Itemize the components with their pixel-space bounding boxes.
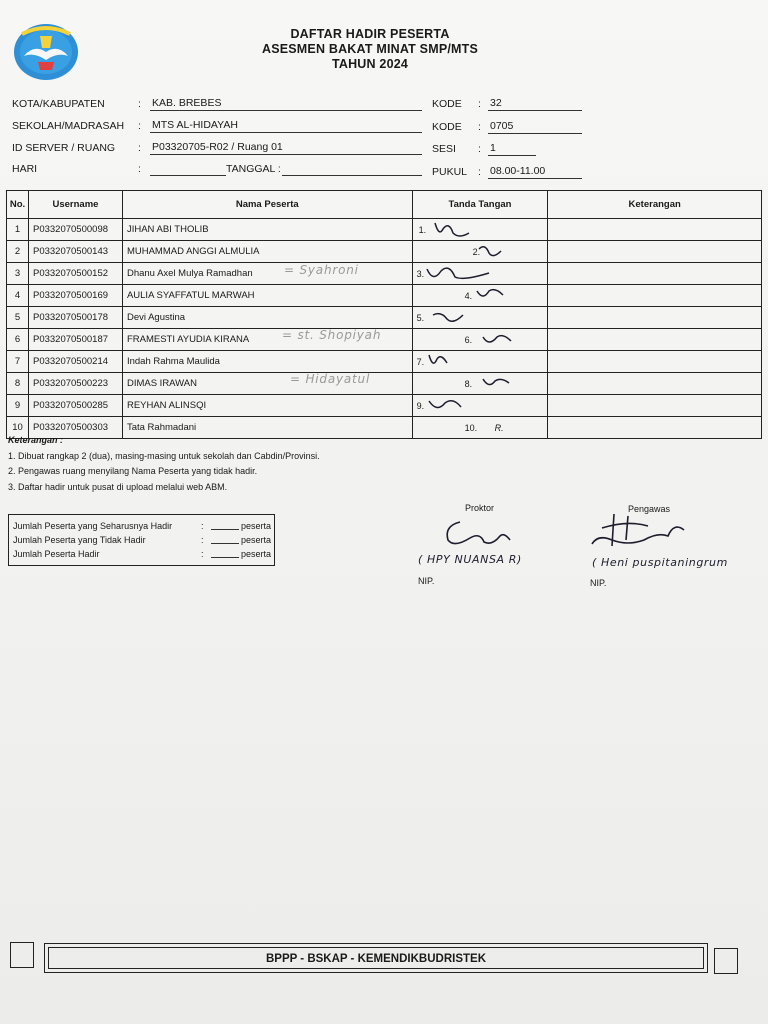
- row-signature-cell: [412, 241, 548, 263]
- table-row: [7, 307, 762, 329]
- server-value: P03320705-R02 / Ruang 01: [150, 141, 422, 155]
- row-number: 7: [7, 351, 29, 373]
- row-name: FRAMESTI AYUDIA KIRANA: [122, 329, 412, 351]
- table-row: [7, 329, 762, 351]
- pengawas-name: ( Heni puspitaningrum: [592, 556, 728, 569]
- pukul-value: 08.00-11.00: [488, 165, 582, 179]
- count-unit: peserta: [241, 521, 272, 531]
- pencil-note-row3: = Syahroni: [284, 263, 359, 277]
- note-item-2: 2. Pengawas ruang menyilang Nama Peserta yang tidak hadir.: [8, 466, 258, 476]
- row-keterangan: [548, 417, 762, 439]
- signature-number: 4.: [464, 291, 473, 301]
- count-present-blank: [211, 547, 239, 558]
- signature-scribble: [413, 373, 543, 395]
- row-signature-cell: [412, 219, 548, 241]
- row-number: 8: [7, 373, 29, 395]
- pukul-label: PUKUL: [432, 166, 468, 178]
- signature-scribble: [413, 329, 543, 351]
- row-name: MUHAMMAD ANGGI ALMULIA: [122, 241, 412, 263]
- row-username: P0332070500303: [28, 417, 122, 439]
- header-nama: Nama Peserta: [122, 191, 412, 219]
- row-signature-cell: [412, 351, 548, 373]
- row-name: DIMAS IRAWAN: [122, 373, 412, 395]
- row-keterangan: [548, 241, 762, 263]
- title-line-3: TAHUN 2024: [331, 57, 409, 71]
- signature-handwriting: R.: [494, 423, 504, 433]
- count-row-absent: [13, 533, 270, 547]
- count-present-label: Jumlah Peserta Hadir: [13, 549, 100, 559]
- row-keterangan: [548, 285, 762, 307]
- kota-colon: :: [138, 98, 141, 110]
- kode1-label: KODE: [432, 98, 462, 110]
- footer-left-box: [10, 942, 34, 968]
- pencil-note-row8: = Hidayatul: [290, 372, 371, 386]
- sesi-colon: :: [478, 143, 481, 155]
- row-username: P0332070500143: [28, 241, 122, 263]
- tanggal-blank: [282, 162, 422, 176]
- row-username: P0332070500152: [28, 263, 122, 285]
- signature-number: 6.: [464, 335, 473, 345]
- proktor-label: Proktor: [465, 503, 495, 513]
- pengawas-signature: [588, 510, 698, 554]
- proktor-name: ( HPY NUANSA R): [418, 553, 522, 566]
- proktor-signature: [440, 512, 520, 552]
- row-username: P0332070500098: [28, 219, 122, 241]
- row-signature-cell: [412, 329, 548, 351]
- header-no: No.: [7, 191, 29, 219]
- kota-value: KAB. BREBES: [150, 97, 422, 111]
- kode1-value: 32: [488, 97, 582, 111]
- row-keterangan: [548, 219, 762, 241]
- signature-scribble: [413, 395, 543, 417]
- signature-number: 2.: [472, 247, 481, 257]
- count-unit: peserta: [241, 535, 272, 545]
- hari-blank: [150, 162, 226, 176]
- title-line-1: DAFTAR HADIR PESERTA: [290, 27, 450, 41]
- signature-scribble: [413, 263, 543, 285]
- count-absent-label: Jumlah Peserta yang Tidak Hadir: [13, 535, 146, 545]
- signature-number: 1.: [418, 225, 427, 235]
- signature-number: 10.: [464, 423, 478, 433]
- table-row: [7, 351, 762, 373]
- tanggal-label: TANGGAL :: [226, 163, 281, 175]
- row-number: 4: [7, 285, 29, 307]
- row-name: Indah Rahma Maulida: [122, 351, 412, 373]
- sekolah-colon: :: [138, 120, 141, 132]
- signature-scribble: [413, 307, 543, 329]
- row-keterangan: [548, 351, 762, 373]
- footer-text: BPPP - BSKAP - KEMENDIKBUDRISTEK: [48, 947, 704, 969]
- notes-heading: Keterangan :: [8, 435, 64, 445]
- kode2-label: KODE: [432, 121, 462, 133]
- row-username: P0332070500169: [28, 285, 122, 307]
- header-keterangan: Keterangan: [548, 191, 762, 219]
- signature-number: 8.: [464, 379, 473, 389]
- proktor-nip-label: NIP.: [418, 576, 435, 586]
- signature-number: 5.: [416, 313, 425, 323]
- count-colon: :: [201, 535, 204, 545]
- kode2-colon: :: [478, 121, 481, 133]
- signature-number: 9.: [416, 401, 425, 411]
- pengawas-nip-label: NIP.: [590, 578, 607, 588]
- kode1-colon: :: [478, 98, 481, 110]
- document-title: [200, 27, 540, 72]
- row-signature-cell: [412, 307, 548, 329]
- row-name: Dhanu Axel Mulya Ramadhan: [122, 263, 412, 285]
- count-row-present: [13, 547, 270, 561]
- count-expected-blank: [211, 519, 239, 530]
- row-username: P0332070500187: [28, 329, 122, 351]
- row-keterangan: [548, 373, 762, 395]
- sesi-label: SESI: [432, 143, 456, 155]
- row-keterangan: [548, 307, 762, 329]
- server-label: ID SERVER / RUANG: [12, 142, 116, 154]
- row-keterangan: [548, 329, 762, 351]
- row-signature-cell: [412, 263, 548, 285]
- row-signature-cell: [412, 417, 548, 439]
- pencil-note-row6: = st. Shopiyah: [282, 328, 382, 342]
- attendance-table: [6, 190, 762, 439]
- row-name: AULIA SYAFFATUL MARWAH: [122, 285, 412, 307]
- row-number: 9: [7, 395, 29, 417]
- signature-scribble: [413, 219, 543, 241]
- table-row: [7, 241, 762, 263]
- count-expected-label: Jumlah Peserta yang Seharusnya Hadir: [13, 521, 173, 531]
- row-signature-cell: [412, 285, 548, 307]
- signature-number: 7.: [416, 357, 425, 367]
- row-keterangan: [548, 395, 762, 417]
- row-signature-cell: [412, 373, 548, 395]
- count-colon: :: [201, 521, 204, 531]
- row-keterangan: [548, 263, 762, 285]
- row-name: Devi Agustina: [122, 307, 412, 329]
- table-row: [7, 263, 762, 285]
- row-number: 5: [7, 307, 29, 329]
- row-name: REYHAN ALINSQI: [122, 395, 412, 417]
- signature-scribble: [413, 285, 543, 307]
- table-header-row: [7, 191, 762, 219]
- count-colon: :: [201, 549, 204, 559]
- count-absent-blank: [211, 533, 239, 544]
- signature-scribble: [413, 351, 543, 373]
- note-item-3: 3. Daftar hadir untuk pusat di upload melalui web ABM.: [8, 481, 228, 492]
- sesi-value: 1: [488, 142, 536, 156]
- row-number: 10: [7, 417, 29, 439]
- pengawas-label: Pengawas: [628, 504, 671, 514]
- row-username: P0332070500214: [28, 351, 122, 373]
- table-row: [7, 373, 762, 395]
- tut-wuri-handayani-logo: [12, 22, 80, 82]
- sekolah-value: MTS AL-HIDAYAH: [150, 119, 422, 133]
- row-username: P0332070500178: [28, 307, 122, 329]
- kode2-value: 0705: [488, 120, 582, 134]
- table-row: [7, 219, 762, 241]
- footer-right-box: [714, 948, 738, 974]
- row-signature-cell: [412, 395, 548, 417]
- row-name: JIHAN ABI THOLIB: [122, 219, 412, 241]
- row-number: 1: [7, 219, 29, 241]
- count-row-expected: [13, 519, 270, 533]
- table-row: [7, 395, 762, 417]
- header-username: Username: [28, 191, 122, 219]
- attendance-count-box: [8, 514, 275, 566]
- footer-bar: [44, 943, 708, 973]
- server-colon: :: [138, 142, 141, 154]
- row-username: P0332070500223: [28, 373, 122, 395]
- count-unit: peserta: [241, 549, 272, 559]
- note-item-1: 1. Dibuat rangkap 2 (dua), masing-masing untuk sekolah dan Cabdin/Provinsi.: [8, 450, 320, 461]
- signature-number: 3.: [416, 269, 425, 279]
- header-tanda-tangan: Tanda Tangan: [412, 191, 548, 219]
- hari-colon: :: [138, 163, 141, 175]
- pukul-colon: :: [478, 166, 481, 178]
- row-number: 3: [7, 263, 29, 285]
- table-row: [7, 285, 762, 307]
- sekolah-label: SEKOLAH/MADRASAH: [12, 120, 125, 132]
- signature-scribble: [413, 241, 543, 263]
- title-line-2: ASESMEN BAKAT MINAT SMP/MTS: [261, 42, 479, 56]
- row-number: 6: [7, 329, 29, 351]
- row-number: 2: [7, 241, 29, 263]
- row-username: P0332070500285: [28, 395, 122, 417]
- row-name: Tata Rahmadani: [122, 417, 412, 439]
- notes-section: [8, 433, 320, 495]
- hari-label: HARI: [12, 163, 38, 175]
- kota-label: KOTA/KABUPATEN: [12, 98, 105, 110]
